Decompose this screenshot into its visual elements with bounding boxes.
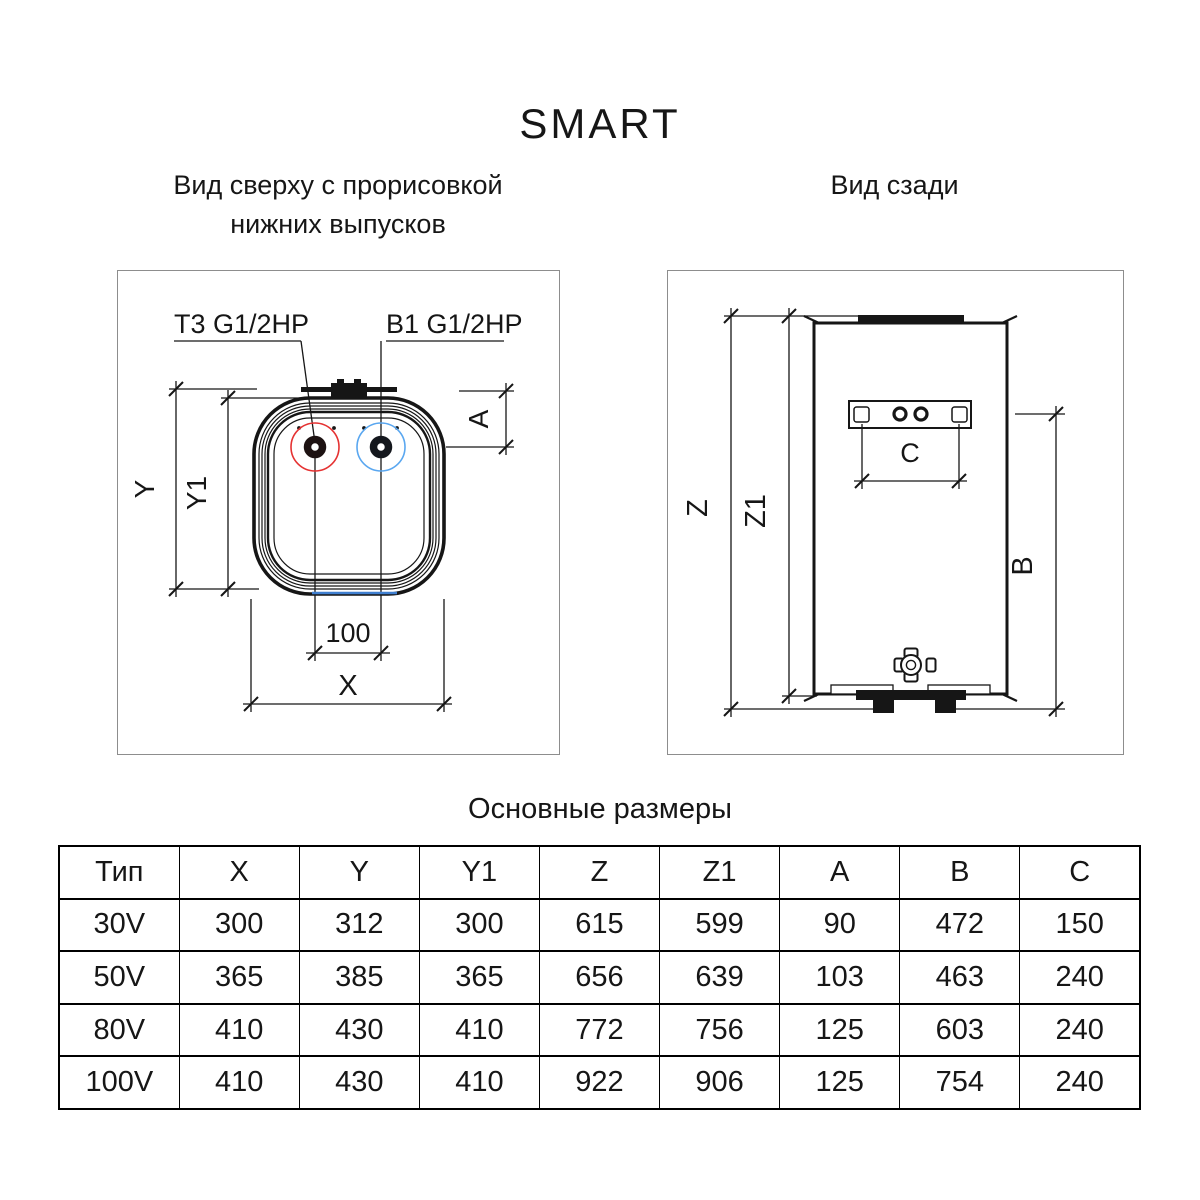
top-view-box — [117, 270, 560, 755]
table-cell: 756 — [660, 1004, 780, 1057]
dim-100-label: 100 — [325, 618, 371, 648]
mounting-bracket — [849, 401, 971, 428]
dim-z1-label: Z1 — [740, 494, 772, 528]
table-row — [59, 1056, 1140, 1109]
tank-body-outline — [254, 398, 444, 594]
column-header: C — [1020, 846, 1140, 899]
top-bracket — [301, 379, 397, 397]
table-cell: 103 — [780, 951, 900, 1004]
table-header-row — [59, 846, 1140, 899]
top-view-drawing — [118, 271, 559, 754]
rear-view-box — [667, 270, 1124, 755]
table-cell: 240 — [1020, 1004, 1140, 1057]
column-header: X — [179, 846, 299, 899]
dim-y1-label: Y1 — [181, 475, 212, 511]
dim-z1 — [782, 308, 817, 704]
table-cell: 754 — [900, 1056, 1020, 1109]
column-header: Тип — [95, 855, 144, 888]
cold-outlet-label: B1 G1/2HP — [386, 309, 523, 339]
column-header: B — [900, 846, 1020, 899]
rear-view-caption: Вид сзади — [830, 170, 959, 200]
table-cell: 90 — [780, 899, 900, 952]
table-cell: 125 — [780, 1056, 900, 1109]
table-row — [59, 1004, 1140, 1057]
table-cell: 922 — [539, 1056, 659, 1109]
table-cell: 80V — [59, 1004, 179, 1057]
bracket-hole-left — [894, 408, 906, 420]
dim-c-label: C — [900, 438, 920, 468]
table-cell: 656 — [539, 951, 659, 1004]
table-cell: 599 — [660, 899, 780, 952]
bracket-hole-right — [915, 408, 927, 420]
table-cell: 365 — [419, 951, 539, 1004]
table-cell: 603 — [900, 1004, 1020, 1057]
dim-100 — [306, 646, 390, 660]
table-cell: 312 — [299, 899, 419, 952]
dim-b-label: B — [1007, 556, 1039, 576]
table-cell: 30V — [59, 899, 179, 952]
dim-x-label: X — [338, 670, 358, 702]
dimensions-table-body — [59, 846, 1140, 1109]
dim-a-label: A — [463, 409, 494, 429]
table-row — [59, 899, 1140, 952]
column-header: Y — [299, 846, 419, 899]
table-cell: 150 — [1020, 899, 1140, 952]
table-cell: 430 — [299, 1004, 419, 1057]
dim-z-label: Z — [682, 499, 714, 517]
top-view-caption — [117, 166, 559, 244]
table-cell: 240 — [1020, 1056, 1140, 1109]
table-cell: 365 — [179, 951, 299, 1004]
table-cell: 430 — [299, 1056, 419, 1109]
table-cell: 410 — [179, 1056, 299, 1109]
bracket-slot-right — [952, 407, 967, 422]
bracket-slot-left — [854, 407, 869, 422]
table-cell: 125 — [780, 1004, 900, 1057]
table-cell: 410 — [179, 1004, 299, 1057]
page-title: SMART — [519, 100, 681, 147]
hot-outlet-label: T3 G1/2HP — [174, 309, 310, 339]
table-cell: 50V — [59, 951, 179, 1004]
table-cell: 772 — [539, 1004, 659, 1057]
table-cell: 240 — [1020, 951, 1140, 1004]
table-cell: 300 — [179, 899, 299, 952]
top-cap-bar — [858, 315, 964, 324]
table-cell: 385 — [299, 951, 419, 1004]
top-view-caption-line2: нижних выпусков — [230, 209, 446, 239]
table-cell: 100V — [59, 1056, 179, 1109]
right-foot — [935, 700, 956, 713]
table-cell: 300 — [419, 899, 539, 952]
column-header: Y1 — [419, 846, 539, 899]
table-cell: 463 — [900, 951, 1020, 1004]
column-header: A — [780, 846, 900, 899]
table-row — [59, 951, 1140, 1004]
table-cell: 410 — [419, 1004, 539, 1057]
dimensions-table — [58, 845, 1141, 1110]
rear-view-drawing — [668, 271, 1123, 754]
dim-y-label: Y — [129, 479, 160, 499]
table-cell: 410 — [419, 1056, 539, 1109]
table-cell: 472 — [900, 899, 1020, 952]
top-view-caption-line1: Вид сверху с прорисовкой — [173, 170, 503, 200]
table-cell: 906 — [660, 1056, 780, 1109]
left-foot — [873, 700, 894, 713]
table-cell: 639 — [660, 951, 780, 1004]
column-header: Z1 — [660, 846, 780, 899]
table-cell: 615 — [539, 899, 659, 952]
table-title: Основные размеры — [468, 793, 732, 825]
bottom-cap-bar — [856, 690, 966, 700]
column-header: Z — [539, 846, 659, 899]
